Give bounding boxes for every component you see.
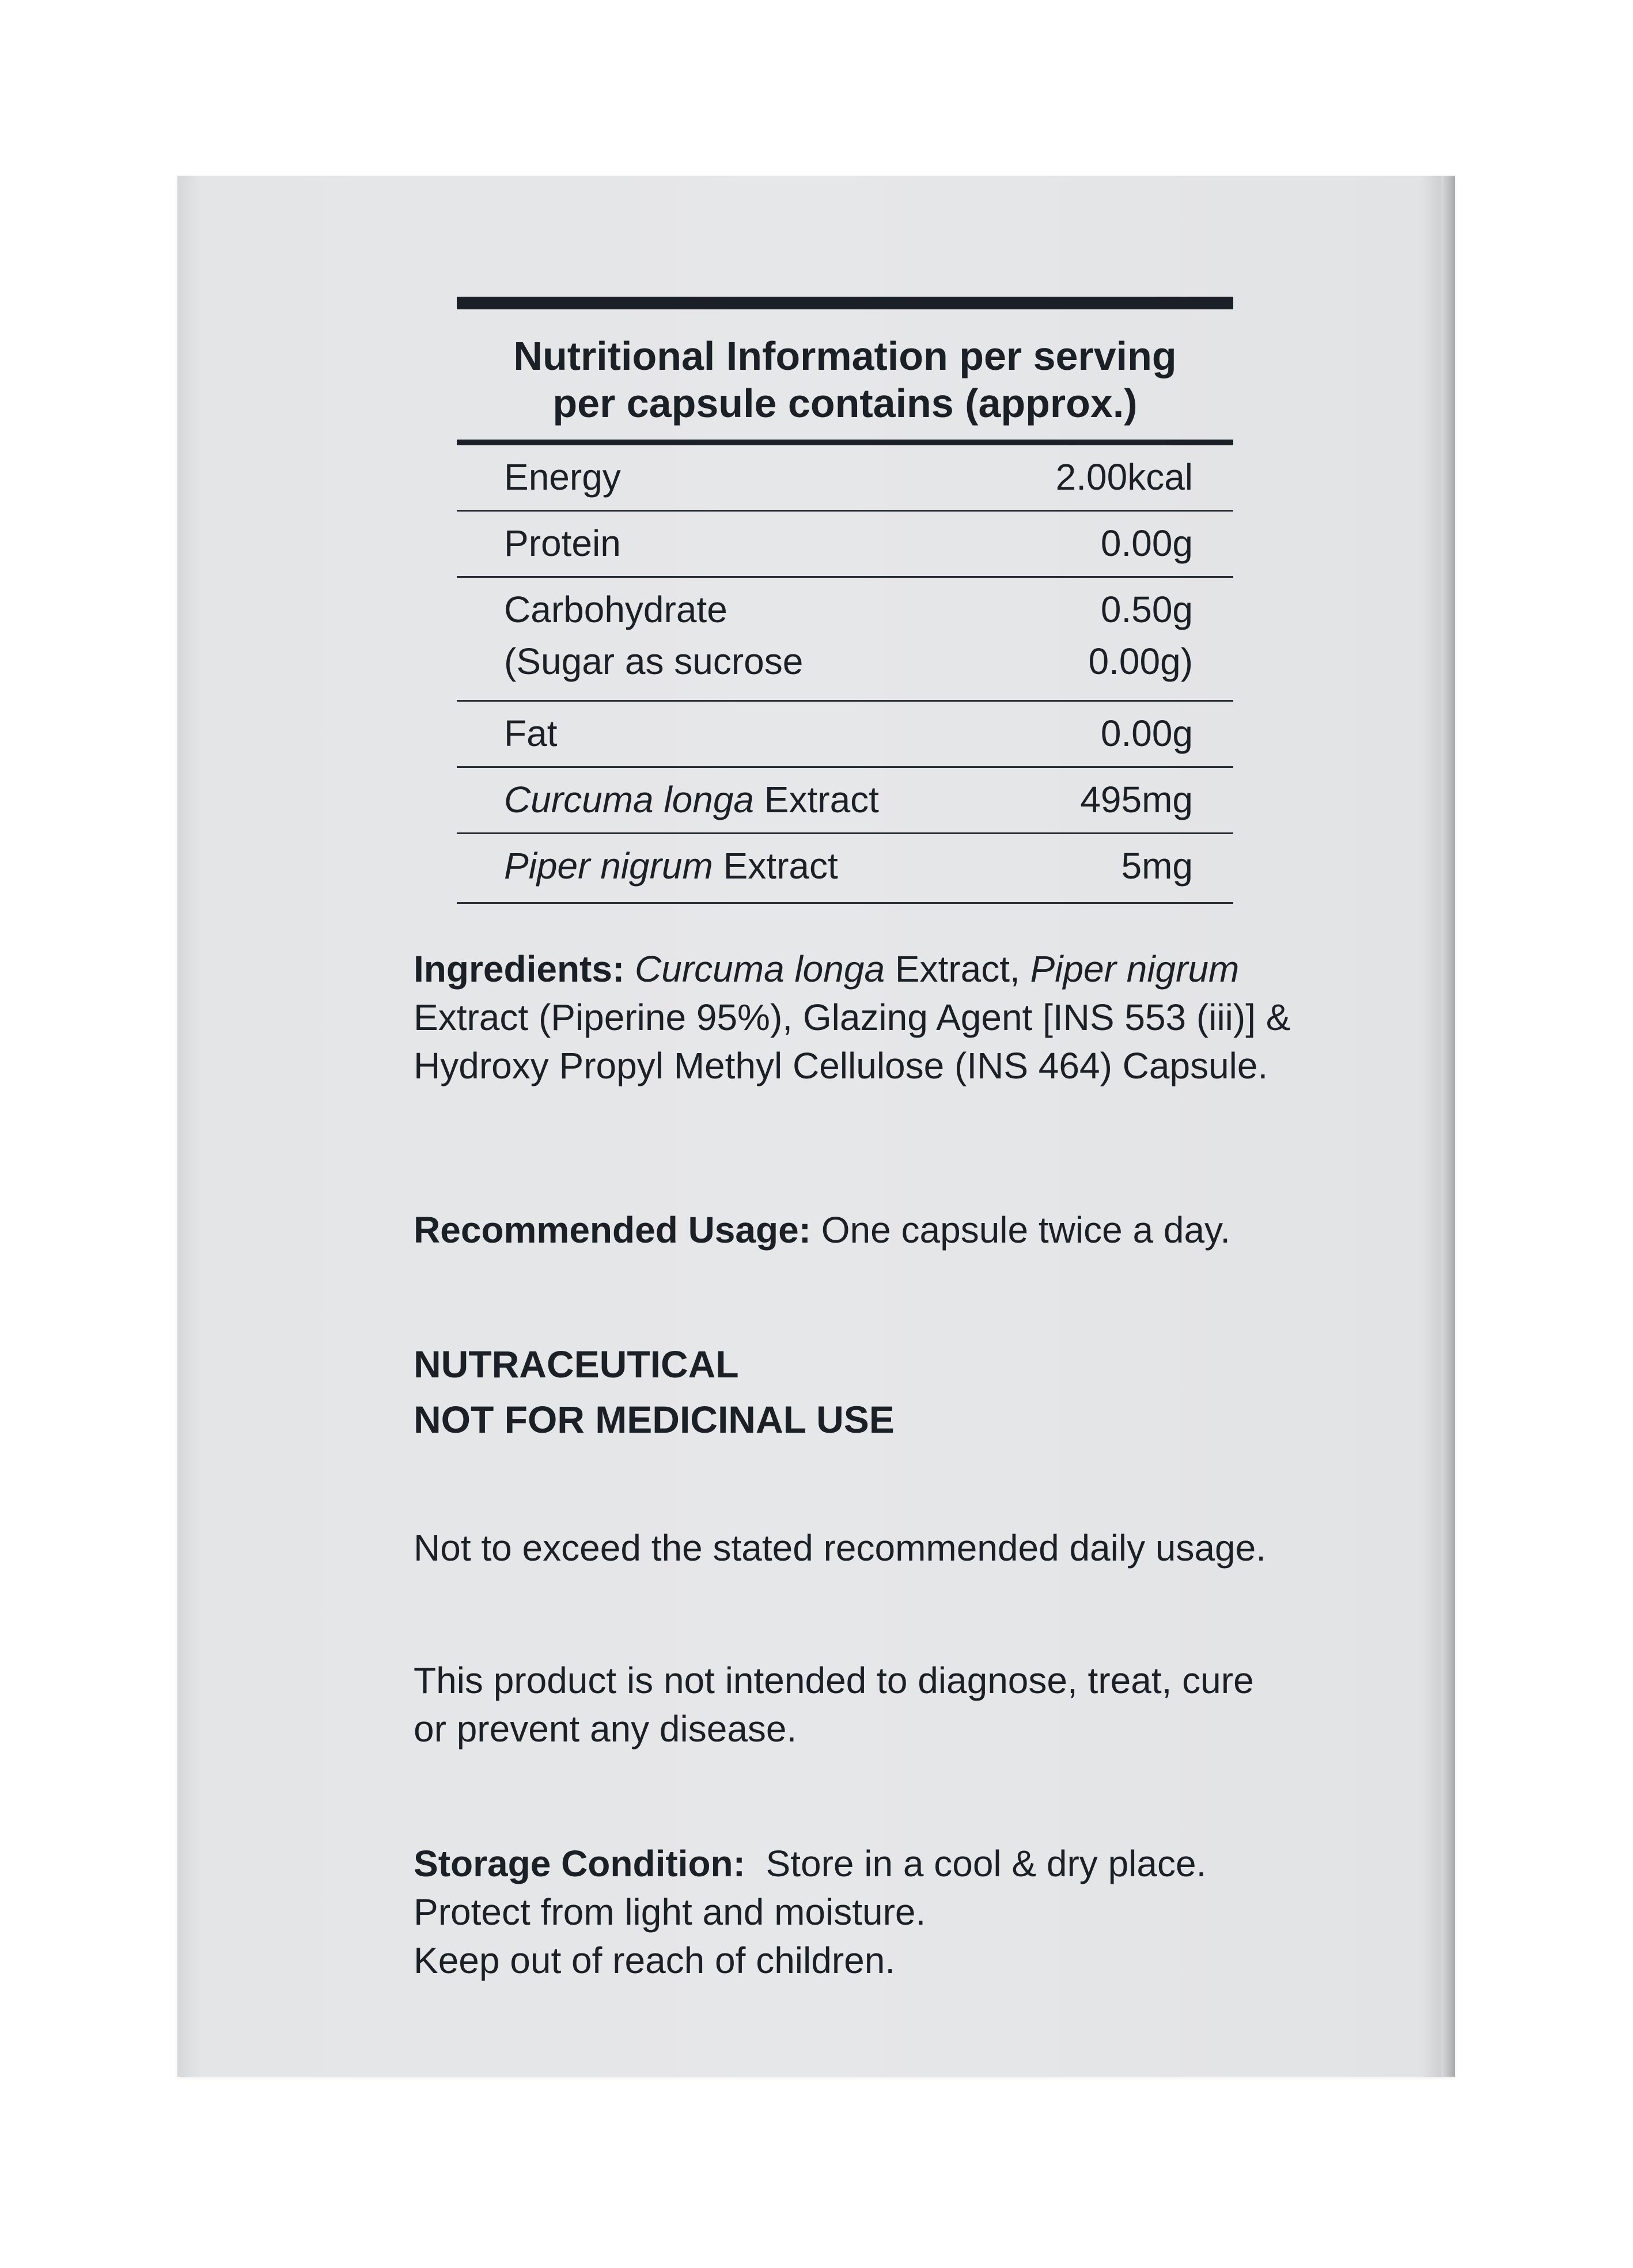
- nutrition-value: 0.00g: [1100, 522, 1193, 564]
- warning-text: Not to exceed the stated recommended daily usage.: [414, 1527, 1266, 1569]
- nutrition-name: Energy: [504, 456, 621, 498]
- nutrition-name-rest: Extract: [713, 845, 838, 887]
- usage-text: One capsule twice a day.: [810, 1209, 1231, 1251]
- label-panel: [177, 176, 1455, 2077]
- nutraceutical-notice: [414, 1336, 1292, 1447]
- disclaimer-text: This product is not intended to diagnose, treat, cure or prevent any disease.: [414, 1660, 1254, 1750]
- storage-label: Storage Condition:: [414, 1843, 745, 1884]
- nutrition-name: Fat: [504, 713, 558, 754]
- nutrition-row-carbohydrate: [457, 578, 1233, 702]
- nutrition-top-rule: [457, 297, 1233, 309]
- nutrition-row-curcuma: [457, 768, 1233, 834]
- nutrition-title-rule: [457, 440, 1233, 445]
- nutrition-value: 2.00kcal: [1055, 456, 1193, 498]
- ingredients-block: [414, 945, 1292, 1090]
- usage-label: Recommended Usage:: [414, 1209, 811, 1251]
- nutrition-value: 0.00g: [1100, 713, 1193, 754]
- nutrition-name-rest: Extract: [754, 779, 879, 820]
- ingredients-text-1: Extract,: [885, 948, 1030, 990]
- nutrition-subvalue: 0.00g): [1088, 641, 1193, 682]
- nutrition-value: 5mg: [1121, 845, 1193, 887]
- notice-line-2: NOT FOR MEDICINAL USE: [414, 1398, 895, 1441]
- usage-warning: [414, 1524, 1292, 1572]
- nutrition-title-line-1: Nutritional Information per serving: [513, 334, 1177, 378]
- storage-text-1: Store in a cool & dry place.: [745, 1843, 1207, 1884]
- nutrition-value: 495mg: [1080, 779, 1193, 820]
- disclaimer-block: [414, 1656, 1278, 1753]
- nutrition-table: [457, 297, 1233, 904]
- nutrition-name: Protein: [504, 522, 621, 564]
- nutrition-title-line-2: per capsule contains (approx.): [552, 381, 1138, 426]
- nutrition-row-protein: [457, 512, 1233, 578]
- notice-line-1: NUTRACEUTICAL: [414, 1343, 739, 1385]
- nutrition-name: Carbohydrate: [504, 589, 728, 630]
- ingredients-text-2: Extract (Piperine 95%), Glazing Agent [INS 553 (iii)] & Hydroxy Propyl Methyl Cellulose (INS 464) Capsule.: [414, 997, 1291, 1086]
- nutrition-row-energy: [457, 445, 1233, 512]
- panel-edge: [1441, 176, 1455, 2077]
- nutrition-name-italic: Curcuma longa: [504, 779, 754, 820]
- nutrition-row-fat: [457, 702, 1233, 768]
- ingredients-italic-1: Curcuma longa: [635, 948, 885, 990]
- nutrition-subname: (Sugar as sucrose: [504, 641, 804, 682]
- storage-text-2: Protect from light and moisture.: [414, 1891, 926, 1933]
- nutrition-row-piper: [457, 834, 1233, 904]
- nutrition-value: 0.50g: [1100, 589, 1193, 630]
- storage-text-3: Keep out of reach of children.: [414, 1940, 896, 1981]
- storage-block: [414, 1839, 1292, 1985]
- usage-block: [414, 1206, 1292, 1254]
- nutrition-title: [457, 309, 1233, 440]
- ingredients-label: Ingredients:: [414, 948, 625, 990]
- ingredients-italic-2: Piper nigrum: [1030, 948, 1240, 990]
- nutrition-name-italic: Piper nigrum: [504, 845, 713, 887]
